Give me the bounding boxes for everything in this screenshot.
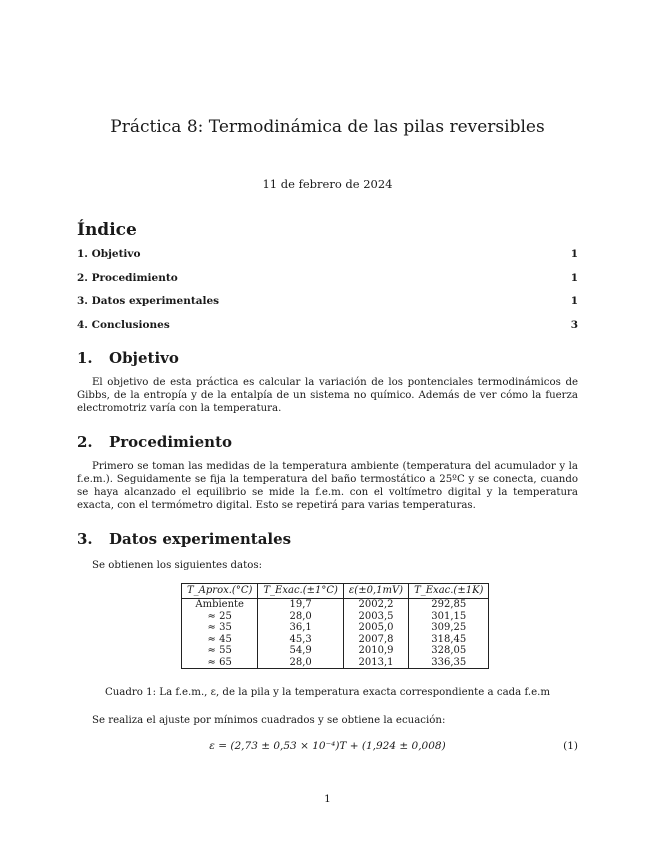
table-cell: 301,15 — [409, 611, 489, 623]
section-number: 2. — [77, 433, 93, 451]
table-cell: 2003,5 — [343, 611, 408, 623]
table-cell: 2005,0 — [343, 622, 408, 634]
equation-number: (1) — [563, 740, 578, 752]
table-header-cell: T_Aprox.(°C) — [182, 584, 258, 599]
table-cell: 36,1 — [258, 622, 344, 634]
table-header-cell: T_Exac.(±1K) — [409, 584, 489, 599]
section-number: 1. — [77, 349, 93, 367]
table-header-cell: T_Exac.(±1°C) — [258, 584, 344, 599]
toc-entry-page: 3 — [570, 318, 578, 331]
section-title: Objetivo — [109, 349, 179, 367]
table-cell: ≈ 65 — [182, 657, 258, 669]
table-cell: 54,9 — [258, 645, 344, 657]
table-row — [182, 599, 489, 611]
table-cell: 2002,2 — [343, 599, 408, 611]
table-cell: 292,85 — [409, 599, 489, 611]
table-cell: ≈ 55 — [182, 645, 258, 657]
toc-entry-label: 1. Objetivo — [77, 248, 141, 260]
section-objetivo-text: El objetivo de esta práctica es calcular la variación de los pontenciales termodinámicos de Gibbs, de la entropía y de la entalpía de un sistema no químico. Además de ver cómo la fuerza electromotriz varía con la temperatura. — [77, 377, 578, 414]
toc-entry-label: 2. Procedimiento — [77, 271, 178, 284]
table-header-row — [182, 584, 489, 599]
section-title: Procedimiento — [109, 433, 233, 451]
section-datos-intro: Se obtienen los siguientes datos: — [92, 560, 263, 571]
toc-entry[interactable] — [77, 319, 578, 343]
table-cell: Ambiente — [182, 599, 258, 611]
table-cell: 2013,1 — [343, 657, 408, 669]
table-row — [182, 622, 489, 634]
table-cell: ≈ 25 — [182, 611, 258, 623]
section-datos-after-table: Se realiza el ajuste por mínimos cuadrados y se obtiene la ecuación: — [92, 715, 446, 726]
table-cell: ≈ 35 — [182, 622, 258, 634]
toc-entry[interactable] — [77, 295, 578, 319]
page-number: 1 — [324, 793, 331, 805]
table-cell: 28,0 — [258, 657, 344, 669]
table-cell: 2010,9 — [343, 645, 408, 657]
table-cell: 318,45 — [409, 634, 489, 646]
section-procedimiento-heading — [77, 433, 232, 451]
table-cell: 28,0 — [258, 611, 344, 623]
document-date: 11 de febrero de 2024 — [262, 177, 393, 191]
section-title: Datos experimentales — [109, 530, 292, 548]
toc-entry[interactable] — [77, 272, 578, 296]
table-cell: 309,25 — [409, 622, 489, 634]
toc-entry-page: 1 — [570, 271, 578, 284]
data-table-wrapper — [181, 583, 489, 669]
index-heading: Índice — [77, 220, 137, 240]
table-header-cell: ε(±0,1mV) — [343, 584, 408, 599]
table-of-contents — [77, 248, 578, 342]
toc-entry-page: 1 — [570, 248, 578, 260]
toc-entry-label: 3. Datos experimentales — [77, 295, 220, 307]
table-row — [182, 657, 489, 669]
section-objetivo-heading — [77, 349, 179, 367]
table-cell: ≈ 45 — [182, 634, 258, 646]
section-procedimiento-text: Primero se toman las medidas de la temperatura ambiente (temperatura del acumulador y la f.e.m.). Seguidamente se fija la temperatura del baño termostático a 25ºC y se conecta, cuando se haya alcanzado el equilibrio se mide la f.e.m. con el voltímetro digital y la temperatura exacta, con el termómetro digital. Esto se repetirá para varias temperaturas. — [77, 461, 578, 511]
table-cell: 45,3 — [258, 634, 344, 646]
equation — [77, 740, 578, 752]
section-number: 3. — [77, 530, 93, 548]
toc-entry-page: 1 — [570, 295, 578, 307]
document-title: Práctica 8: Termodinámica de las pilas reversibles — [110, 117, 545, 137]
table-caption: Cuadro 1: La f.e.m., ε, de la pila y la temperatura exacta correspondiente a cada f.e.m — [104, 687, 551, 698]
table-cell: 328,05 — [409, 645, 489, 657]
section-datos-heading — [77, 530, 291, 548]
toc-entry-label: 4. Conclusiones — [77, 318, 170, 331]
table-row — [182, 634, 489, 646]
table-cell: 2007,8 — [343, 634, 408, 646]
table-row — [182, 611, 489, 623]
table-cell: 336,35 — [409, 657, 489, 669]
table-cell: 19,7 — [258, 599, 344, 611]
data-table — [181, 583, 489, 669]
toc-entry[interactable] — [77, 248, 578, 272]
equation-body: ε = (2,73 ± 0,53 × 10⁻⁴)T + (1,924 ± 0,008) — [209, 740, 446, 752]
table-row — [182, 645, 489, 657]
